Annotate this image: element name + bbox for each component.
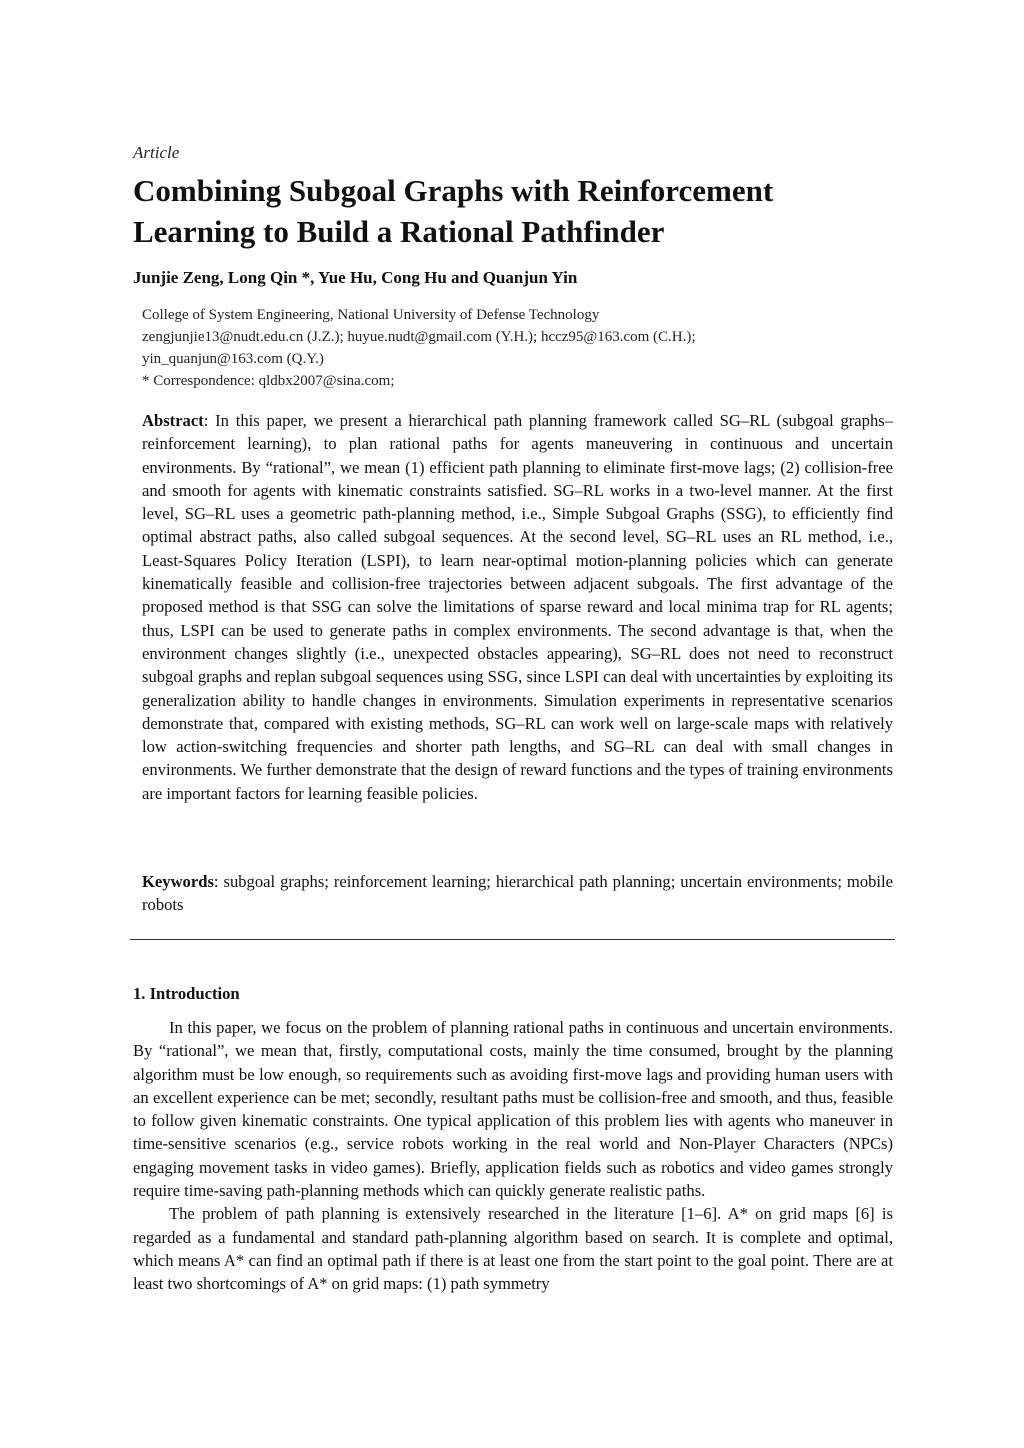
keywords-paragraph	[142, 870, 893, 917]
paper-title: Combining Subgoal Graphs with Reinforcement Learning to Build a Rational Pathfinder	[133, 173, 774, 249]
keywords-text: : subgoal graphs; reinforcement learning; hierarchical path planning; uncertain environments; mobile robots	[142, 872, 893, 915]
affiliation-block	[142, 304, 902, 392]
body-paragraph: The problem of path planning is extensively researched in the literature [1–6]. A* on grid maps [6] is regarded as a fundamental and standard path-planning algorithm based on search. It is complete and optimal, which means A* can find an optimal path if there is at least one from the start point to the goal point. There are at least two shortcomings of A* on grid maps: (1) path symmetry	[133, 1204, 893, 1294]
section-divider	[130, 939, 895, 940]
affiliation-emails-line-1: zengjunjie13@nudt.edu.cn (J.Z.); huyue.nudt@gmail.com (Y.H.); hccz95@163.com (C.H.);	[142, 329, 696, 345]
correspondence-line: * Correspondence: qldbx2007@sina.com;	[142, 373, 395, 389]
affiliation-emails-line-2: yin_quanjun@163.com (Q.Y.)	[142, 351, 324, 367]
keywords-label: Keywords	[142, 872, 214, 891]
article-type-label: Article	[133, 143, 180, 162]
section-heading-introduction: 1. Introduction	[133, 984, 240, 1003]
author-list: Junjie Zeng, Long Qin *, Yue Hu, Cong Hu and Quanjun Yin	[133, 268, 578, 287]
affiliation-institution: College of System Engineering, National University of Defense Technology	[142, 307, 600, 323]
abstract-label: Abstract	[142, 411, 204, 430]
body-paragraph: In this paper, we focus on the problem of planning rational paths in continuous and uncertain environments. By “rational”, we mean that, firstly, computational costs, mainly the time consumed, brought by the planning algorithm must be low enough, so requirements such as avoiding first-move lags and providing human users with an excellent experience can be met; secondly, resultant paths must be collision-free and smooth, and thus, feasible to follow given kinematic constraints. One typical application of this problem lies with agents who maneuver in time-sensitive scenarios (e.g., service robots working in the real world and Non-Player Characters (NPCs) engaging movement tasks in video games). Briefly, application fields such as robotics and video games strongly require time-saving path-planning methods which can quickly generate realistic paths.	[133, 1018, 893, 1201]
abstract-paragraph	[142, 409, 893, 805]
abstract-text: : In this paper, we present a hierarchical path planning framework called SG–RL (subgoal graphs–reinforcement learning), to plan rational paths for agents maneuvering in continuous and uncertain environments. By “rational”, we mean (1) efficient path planning to eliminate first-move lags; (2) collision-free and smooth for agents with kinematic constraints satisfied. SG–RL works in a two-level manner. At the first level, SG–RL uses a geometric path-planning method, i.e., Simple Subgoal Graphs (SSG), to efficiently find optimal abstract paths, also called subgoal sequences. At the second level, SG–RL uses an RL method, i.e., Least-Squares Policy Iteration (LSPI), to learn near-optimal motion-planning policies which can generate kinematically feasible and collision-free trajectories between adjacent subgoals. The first advantage of the proposed method is that SSG can solve the limitations of sparse reward and local minima trap for RL agents; thus, LSPI can be used to generate paths in complex environments. The second advantage is that, when the environment changes slightly (i.e., unexpected obstacles appearing), SG–RL does not need to reconstruct subgoal graphs and replan subgoal sequences using SSG, since LSPI can deal with uncertainties by exploiting its generalization ability to handle changes in environments. Simulation experiments in representative scenarios demonstrate that, compared with existing methods, SG–RL can work well on large-scale maps with relatively low action-switching frequencies and shorter path lengths, and SG–RL can deal with small changes in environments. We further demonstrate that the design of reward functions and the types of training environments are important factors for learning feasible policies.	[142, 411, 893, 803]
introduction-body	[133, 1016, 893, 1296]
